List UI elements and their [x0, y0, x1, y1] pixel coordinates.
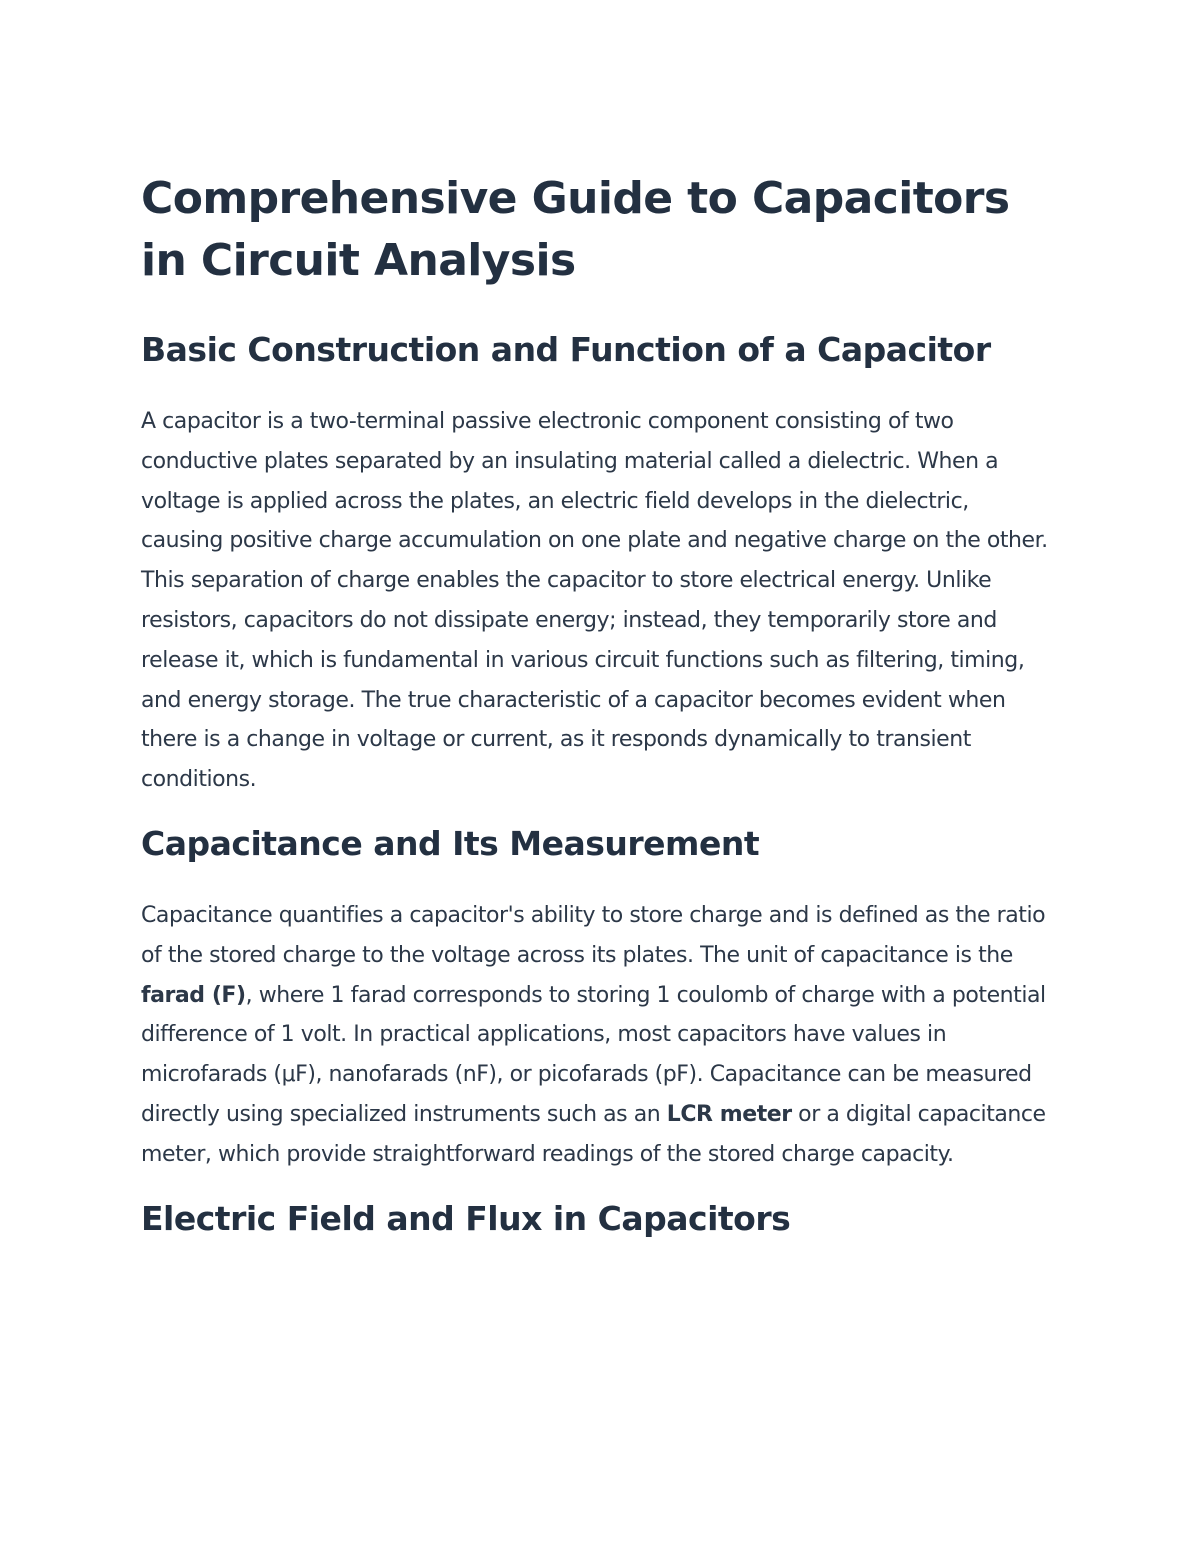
document-title: Comprehensive Guide to Capacitors in Circuit Analysis [141, 173, 1010, 286]
paragraph-text: Capacitance quantifies a capacitor's ability to store charge and is defined as the ratio of the stored charge to the voltage across its plates. The unit of capacitance is the [141, 902, 1046, 968]
section-heading-electric-field: Electric Field and Flux in Capacitors [141, 1198, 791, 1238]
section-paragraph-capacitance [141, 896, 1056, 1175]
bold-term-farad: farad (F) [141, 982, 246, 1008]
paragraph-text: or a digital capacitance meter, which provide straightforward readings of the stored charge capacity. [141, 1101, 1046, 1167]
bold-term-lcr-meter: LCR meter [666, 1101, 792, 1127]
section-paragraph-construction: A capacitor is a two-terminal passive electronic component consisting of two conductive plates separated by an insulating material called a dielectric. When a voltage is applied across the plates, an electric field develops in the dielectric, causing positive charge accumulation on one plate and negative charge on the other. This separation of charge enables the capacitor to store electrical energy. Unlike resistors, capacitors do not dissipate energy; instead, they temporarily store and release it, which is fundamental in various circuit functions such as filtering, timing, and energy storage. The true characteristic of a capacitor becomes evident when there is a change in voltage or current, as it responds dynamically to transient conditions. [141, 409, 1048, 793]
paragraph-text: , where 1 farad corresponds to storing 1 coulomb of charge with a potential difference of 1 volt. In practical applications, most capacitors have values in microfarads (μF), nanofarads (nF), or picofarads (pF). Capacitance can be measured directly using specialized instruments such as an [141, 982, 1046, 1127]
document-page [141, 168, 1056, 1271]
section-heading-construction: Basic Construction and Function of a Capacitor [141, 330, 991, 369]
section-heading-capacitance: Capacitance and Its Measurement [141, 823, 760, 863]
